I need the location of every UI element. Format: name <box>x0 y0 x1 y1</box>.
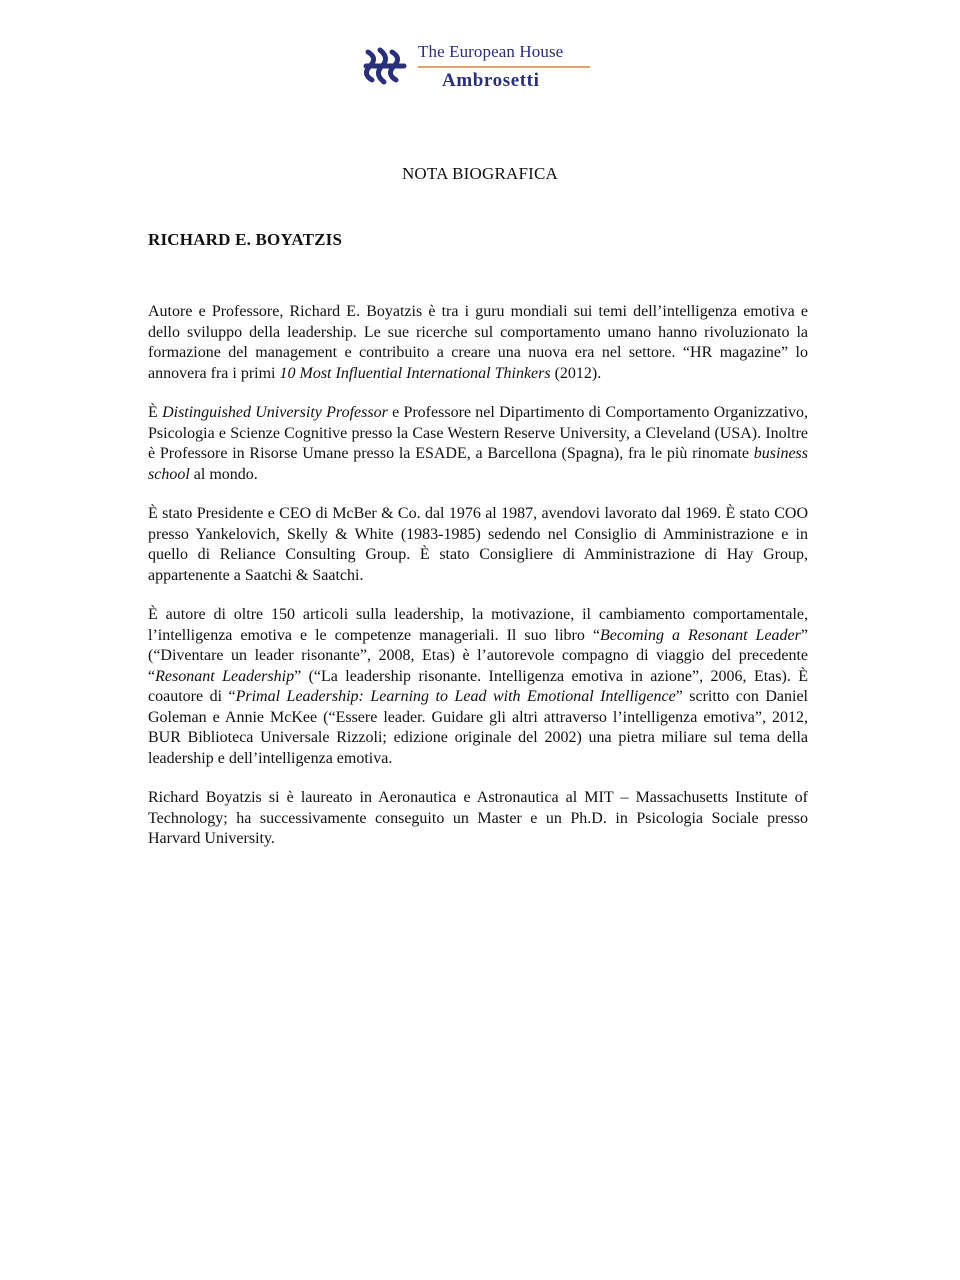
brand-name-line2: Ambrosetti <box>442 70 540 91</box>
italic-segment: business school <box>148 445 808 483</box>
text-segment: ” (“Diventare un leader risonante”, 2008, Etas) è l’autorevole compagno di viaggio del precedente “ <box>148 626 808 685</box>
brand-name-line1: The European House <box>418 42 564 61</box>
ambrosetti-logo-icon <box>362 44 410 88</box>
italic-segment: Resonant Leadership <box>155 667 295 685</box>
person-name: RICHARD E. BOYATZIS <box>148 230 343 249</box>
italic-segment: Becoming a Resonant Leader <box>599 626 801 644</box>
paragraph <box>148 302 808 384</box>
italic-segment: 10 Most Influential International Thinkers <box>279 364 551 382</box>
text-segment: È <box>148 404 163 421</box>
text-segment: Richard Boyatzis si è laureato in Aeronautica e Astronautica al MIT – Massachusetts Institute of Technology; ha successivamente conseguito un Master e un Ph.D. in Psicologia Sociale presso Harvard University. <box>148 789 808 847</box>
text-segment: ” scritto con Daniel Goleman e Annie McKee (“Essere leader. Guidare gli altri attraverso l’intelligenza emotiva”, 2012, BUR Biblioteca Universale Rizzoli; edizione originale del 2002) una pietra miliare sul tema della leadership e dell’intelligenza emotiva. <box>148 688 809 767</box>
paragraph <box>148 504 808 586</box>
text-segment: e Professore nel Dipartimento di Comportamento Organizzativo, Psicologia e Scienze Cognitive presso la Case Western Reserve University, a Cleveland (USA). Inoltre è Professore in Risorse Umane presso la ESADE, a Barcellona (Spagna), fra le più rinomate <box>148 404 809 462</box>
text-segment: Autore e Professore, Richard E. Boyatzis è tra i guru mondiali sui temi dell’intelligenza emotiva e dello sviluppo della leadership. Le sue ricerche sul comportamento umano hanno rivoluzionato la formazione del management e contribuito a creare una nuova era nel settore. “HR magazine” lo annovera fra i primi <box>148 303 808 382</box>
text-segment: ” (“La leadership risonante. Intelligenza emotiva in azione”, 2006, Etas). È coautore di “ <box>148 667 809 705</box>
italic-segment: Distinguished University Professor <box>162 404 388 421</box>
italic-segment: Primal Leadership: Learning to Lead with Emotional Intelligence <box>235 688 676 705</box>
company-logo <box>362 42 602 94</box>
brand-divider <box>418 66 590 68</box>
paragraph <box>148 605 808 769</box>
text-segment: al mondo. <box>189 465 258 483</box>
biography-body <box>148 302 808 869</box>
text-segment: È stato Presidente e CEO di McBer & Co. dal 1976 al 1987, avendovi lavorato dal 1969. È stato COO presso Yankelovich, Skelly & White (1983-1985) sedendo nel Consiglio di Amministrazione e in quello di Reliance Consulting Group. È stato Consigliere di Amministrazione di Hay Group, appartenente a Saatchi & Saatchi. <box>148 505 808 584</box>
document-title: NOTA BIOGRAFICA <box>401 164 559 183</box>
text-segment: (2012). <box>550 364 602 382</box>
paragraph <box>148 788 808 850</box>
paragraph <box>148 403 808 485</box>
text-segment: È autore di oltre 150 articoli sulla leadership, la motivazione, il cambiamento comportamentale, l’intelligenza emotiva e le competenze manageriali. Il suo libro “ <box>148 606 808 644</box>
